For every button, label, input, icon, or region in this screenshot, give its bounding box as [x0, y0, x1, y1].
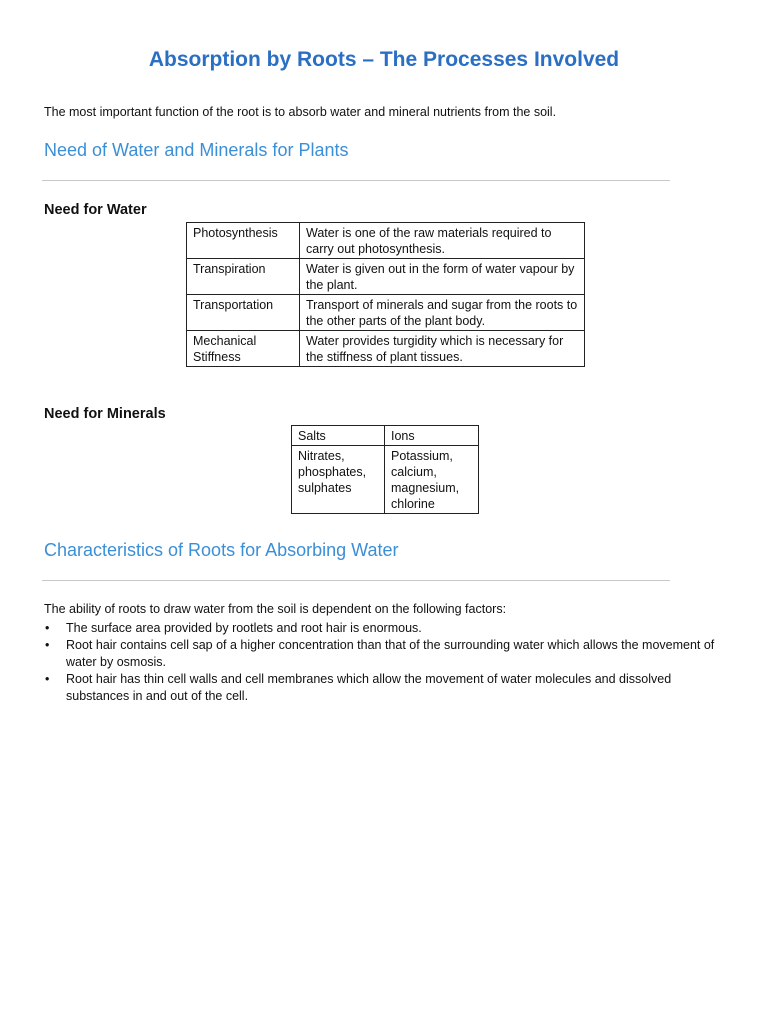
table-cell-term: Transportation [187, 295, 300, 331]
list-item-text: Root hair contains cell sap of a higher concentration than that of the surrounding water which allows the movement of water by osmosis. [66, 638, 715, 669]
list-item [44, 620, 724, 637]
factors-list [44, 620, 724, 705]
list-item [44, 671, 724, 705]
section-heading-root-characteristics: Characteristics of Roots for Absorbing Water [44, 540, 399, 560]
table-header-row [292, 426, 479, 446]
table-cell-ions: Potassium, calcium, magnesium, chlorine [385, 446, 479, 514]
water-needs-table [186, 222, 585, 367]
table-row [187, 259, 585, 295]
table-row [187, 223, 585, 259]
list-item-text: Root hair has thin cell walls and cell membranes which allow the movement of water molecules and dissolved substances in and out of the cell. [66, 672, 672, 703]
table-header-ions: Ions [385, 426, 479, 446]
need-for-water-heading: Need for Water [44, 202, 147, 218]
section-heading-water-minerals: Need of Water and Minerals for Plants [44, 140, 349, 160]
table-cell-term: Transpiration [187, 259, 300, 295]
section-divider [42, 580, 670, 581]
bullet-icon: • [45, 621, 50, 635]
table-cell-description: Water provides turgidity which is necessary for the stiffness of plant tissues. [300, 331, 585, 367]
table-cell-term: Photosynthesis [187, 223, 300, 259]
bullet-icon: • [45, 672, 50, 686]
table-cell-salts: Nitrates, phosphates, sulphates [292, 446, 385, 514]
table-cell-description: Transport of minerals and sugar from the roots to the other parts of the plant body. [300, 295, 585, 331]
table-cell-term: Mechanical Stiffness [187, 331, 300, 367]
table-cell-description: Water is given out in the form of water vapour by the plant. [300, 259, 585, 295]
minerals-table [291, 425, 479, 514]
table-cell-description: Water is one of the raw materials required to carry out photosynthesis. [300, 223, 585, 259]
need-for-minerals-heading: Need for Minerals [44, 406, 166, 422]
list-item [44, 637, 724, 671]
bullet-icon: • [45, 638, 50, 652]
page-title: Absorption by Roots – The Processes Involved [148, 48, 620, 71]
table-row [187, 331, 585, 367]
table-header-salts: Salts [292, 426, 385, 446]
section-divider [42, 180, 670, 181]
list-item-text: The surface area provided by rootlets and root hair is enormous. [66, 621, 422, 635]
intro-text: The most important function of the root is to absorb water and mineral nutrients from the soil. [44, 105, 557, 119]
table-row [292, 446, 479, 514]
table-row [187, 295, 585, 331]
factors-lead-text: The ability of roots to draw water from the soil is dependent on the following factors: [44, 602, 507, 616]
